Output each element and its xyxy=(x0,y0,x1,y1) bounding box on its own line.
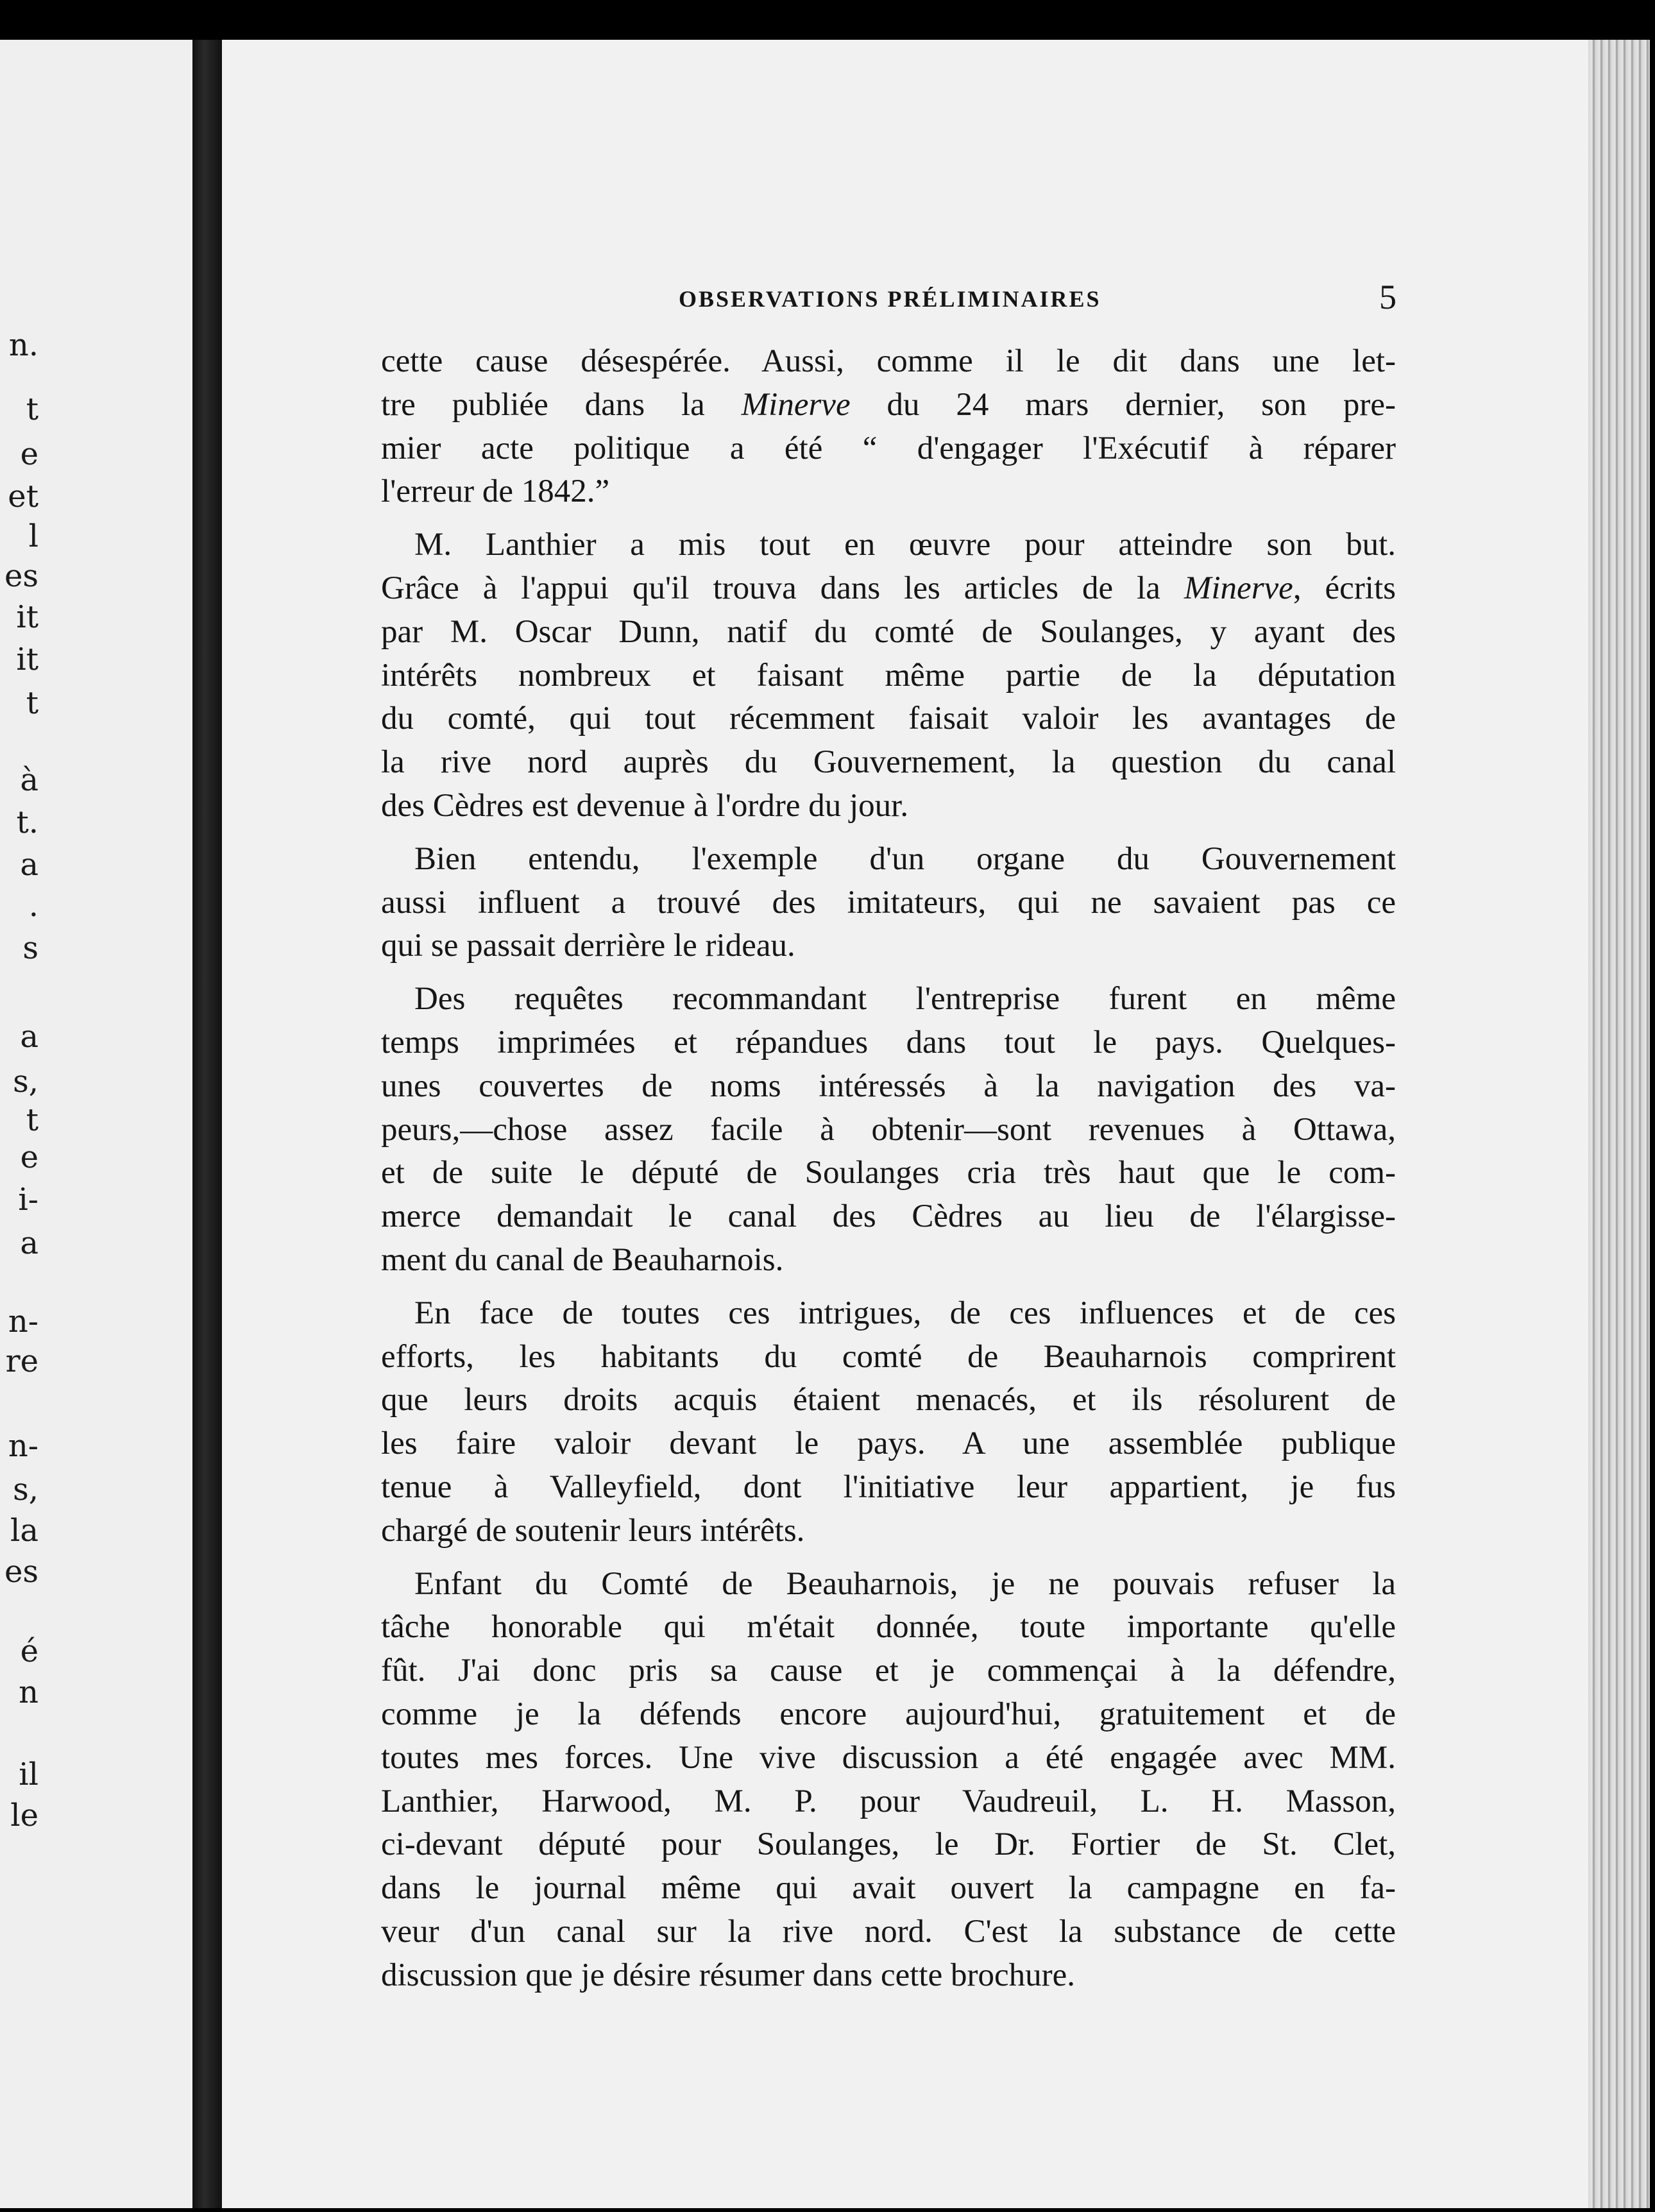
text-line: la rive nord auprès du Gouvernement, la question du canal xyxy=(381,744,1396,781)
left-page-fragment: a xyxy=(20,1019,38,1055)
text-line: peurs,—chose assez facile à obtenir—sont revenues à Ottawa, xyxy=(381,1111,1396,1148)
text-line: des Cèdres est devenue à l'ordre du jour. xyxy=(381,787,909,824)
left-page-fragment: s, xyxy=(13,1064,38,1100)
text-line: et de suite le député de Soulanges cria très haut que le com- xyxy=(381,1155,1396,1191)
text-line: veur d'un canal sur la rive nord. C'est la substance de cette xyxy=(381,1913,1396,1950)
text-line: Lanthier, Harwood, M. P. pour Vaudreuil, L. H. Masson, xyxy=(381,1783,1396,1819)
text-line: cette cause désespérée. Aussi, comme il le dit dans une let- xyxy=(381,343,1396,379)
book-gutter xyxy=(192,40,222,2208)
left-page-fragment: n. xyxy=(8,327,38,363)
text-line: ment du canal de Beauharnois. xyxy=(381,1241,784,1278)
left-page-fragment: it xyxy=(16,599,38,635)
text-line: temps imprimées et répandues dans tout le pays. Quelques- xyxy=(381,1024,1396,1060)
paragraph xyxy=(381,978,1396,1282)
text-line: Des requêtes recommandant l'entreprise furent en même xyxy=(414,981,1396,1017)
left-page-fragment: t xyxy=(26,391,38,427)
text-line: les faire valoir devant le pays. A une assemblée publique xyxy=(381,1425,1396,1462)
left-page-fragment: e xyxy=(20,436,38,472)
left-page-fragment: t xyxy=(26,685,38,721)
left-page-fragment: a xyxy=(20,1225,38,1261)
text-line: efforts, les habitants du comté de Beauharnois comprirent xyxy=(381,1338,1396,1375)
text-line: Bien entendu, l'exemple d'un organe du Gouvernement xyxy=(414,840,1396,877)
left-page-edge xyxy=(0,40,192,2208)
left-page-fragment: re xyxy=(5,1343,38,1379)
left-page-fragment: n- xyxy=(8,1304,38,1340)
left-page-fragment: es xyxy=(4,1554,38,1590)
text-line: que leurs droits acquis étaient menacés, et ils résolurent de xyxy=(381,1382,1396,1418)
paragraph xyxy=(381,1563,1396,1998)
left-page-fragment: et xyxy=(8,479,38,515)
left-page-fragment: t xyxy=(26,1102,38,1138)
left-page-fragment: é xyxy=(20,1633,38,1669)
text-line: aussi influent a trouvé des imitateurs, qui ne savaient pas ce xyxy=(381,884,1396,921)
page-stack-edges xyxy=(1588,40,1650,2208)
text-line: Grâce à l'appui qu'il trouva dans les articles de la Minerve, écrits xyxy=(381,570,1396,606)
left-page-fragment: es xyxy=(4,558,38,594)
paragraph xyxy=(381,340,1396,514)
text-line: tâche honorable qui m'était donnée, toute importante qu'elle xyxy=(381,1609,1396,1646)
left-page-fragment: it xyxy=(16,642,38,677)
left-page-fragment: e xyxy=(20,1139,38,1175)
text-line: qui se passait derrière le rideau. xyxy=(381,928,795,964)
left-page-fragment: a xyxy=(20,847,38,883)
text-line: En face de toutes ces intrigues, de ces influences et de ces xyxy=(414,1295,1396,1331)
text-line: du comté, qui tout récemment faisait valoir les avantages de xyxy=(381,701,1396,737)
text-line: merce demandait le canal des Cèdres au lieu de l'élargisse- xyxy=(381,1198,1396,1235)
left-page-fragment: à xyxy=(20,762,38,798)
text-line: chargé de soutenir leurs intérêts. xyxy=(381,1512,805,1549)
paragraph xyxy=(381,523,1396,828)
text-line: fût. J'ai donc pris sa cause et je commençai à la défendre, xyxy=(381,1653,1396,1689)
text-line: Enfant du Comté de Beauharnois, je ne pouvais refuser la xyxy=(414,1565,1396,1602)
paragraph xyxy=(381,1292,1396,1553)
left-page-fragment: la xyxy=(10,1513,38,1549)
body-text xyxy=(381,340,1396,2007)
text-line: toutes mes forces. Une vive discussion a été engagée avec MM. xyxy=(381,1739,1396,1776)
paragraph xyxy=(381,838,1396,968)
left-page-fragment: s xyxy=(22,930,38,966)
text-line: comme je la défends encore aujourd'hui, gratuitement et de xyxy=(381,1696,1396,1732)
text-line: M. Lanthier a mis tout en œuvre pour atteindre son but. xyxy=(414,527,1396,563)
left-page-fragment: i- xyxy=(18,1182,38,1218)
text-line: unes couvertes de noms intéressés à la navigation des va- xyxy=(381,1068,1396,1104)
text-line: par M. Oscar Dunn, natif du comté de Soulanges, y ayant des xyxy=(381,613,1396,650)
page-number: 5 xyxy=(1379,278,1396,316)
text-line: tre publiée dans la Minerve du 24 mars dernier, son pre- xyxy=(381,386,1396,423)
text-line: intérêts nombreux et faisant même partie de la députation xyxy=(381,657,1396,693)
text-line: discussion que je désire résumer dans cette brochure. xyxy=(381,1957,1075,1993)
left-page-fragment: le xyxy=(10,1798,38,1833)
left-page-fragments xyxy=(0,40,38,2208)
text-line: mier acte politique a été “ d'engager l'Exécutif à réparer xyxy=(381,430,1396,466)
left-page-fragment: il xyxy=(19,1757,38,1792)
left-page-fragment: . xyxy=(28,888,38,924)
text-line: ci-devant député pour Soulanges, le Dr. Fortier de St. Clet, xyxy=(381,1826,1396,1863)
running-header: OBSERVATIONS PRÉLIMINAIRES xyxy=(679,286,1101,312)
left-page-fragment: t. xyxy=(16,804,38,840)
left-page-fragment: n xyxy=(19,1674,38,1710)
left-page-fragment: n- xyxy=(8,1428,38,1464)
left-page-fragment: s, xyxy=(13,1472,38,1508)
text-line: tenue à Valleyfield, dont l'initiative leur appartient, je fus xyxy=(381,1468,1396,1505)
text-line: l'erreur de 1842.” xyxy=(381,473,610,510)
left-page-fragment: l xyxy=(28,518,38,554)
text-line: dans le journal même qui avait ouvert la campagne en fa- xyxy=(381,1870,1396,1907)
